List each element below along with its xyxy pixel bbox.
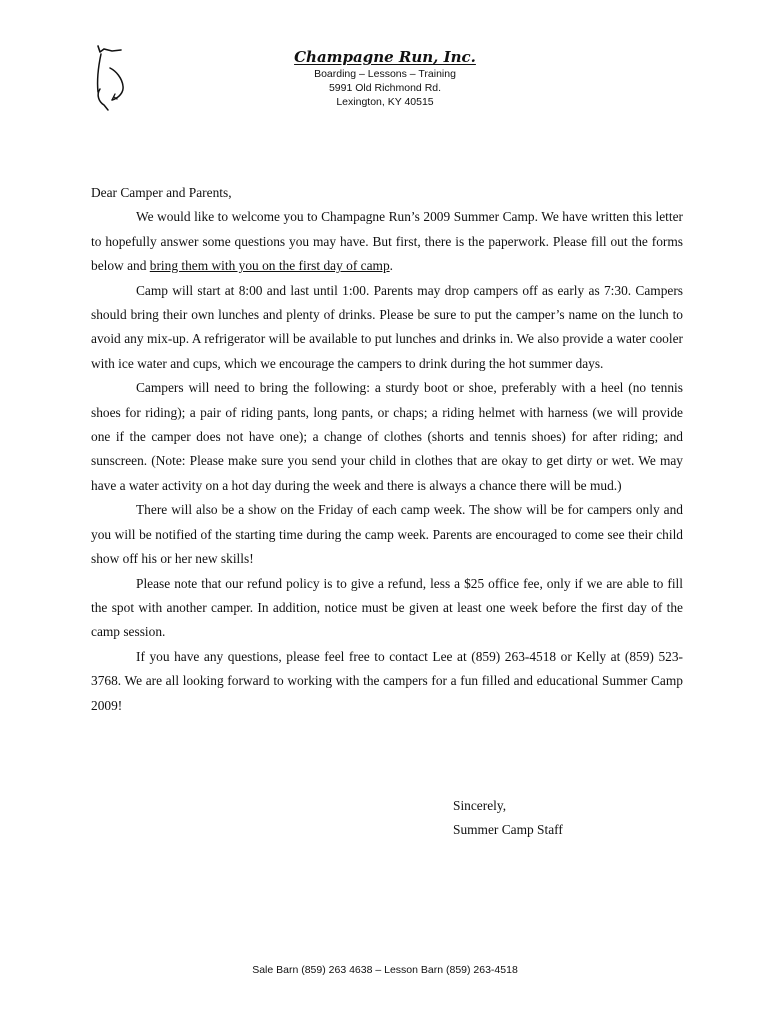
show-paragraph: There will also be a show on the Friday of each camp week. The show will be for campers only and you will be notified of the starting time during the camp week. Parents are encouraged to come see their child show off his or her new skills! <box>91 502 683 567</box>
refund-paragraph: Please note that our refund policy is to give a refund, less a $25 office fee, only if we are able to fill the spot with another camper. In addition, notice must be given at least one week before the first day of the camp session. <box>91 575 683 640</box>
services-line: Boarding – Lessons – Training <box>314 68 456 80</box>
letter-body <box>91 181 683 718</box>
company-name: Champagne Run, Inc. <box>294 48 476 66</box>
welcome-paragraph <box>91 205 683 278</box>
horse-head-icon <box>92 42 132 114</box>
supplies-paragraph: Campers will need to bring the following: a sturdy boot or shoe, preferably with a heel (no tennis shoes for riding); a pair of riding pants, long pants, or chaps; a riding helmet with harness (we will provide one if the camper does not have one); a change of clothes (shorts and tennis shoes) for after riding; and sunscreen. (Note: Please make sure you send your child in clothes that are okay to get dirty or wet. We may have a water activity on a hot day during the week and there is always a chance there will be mud.) <box>91 380 683 493</box>
schedule-paragraph: Camp will start at 8:00 and last until 1:00. Parents may drop campers off as early as 7:30. Campers should bring their own lunches and plenty of drinks. Please be sure to put the camper’s name on the lunch to avoid any mix-up. A refrigerator will be available to put lunches and drinks in. We also provide a water cooler with ice water and cups, which we encourage the campers to drink during the hot summer days. <box>91 282 683 371</box>
street-address: 5991 Old Richmond Rd. <box>328 82 442 94</box>
footer-contacts: Sale Barn (859) 263 4638 – Lesson Barn (859) 263-4518 <box>252 964 518 976</box>
city-state-zip: Lexington, KY 40515 <box>336 96 434 108</box>
welcome-text: We would like to welcome you to Champagne Run’s 2009 Summer Camp. We have written this letter to hopefully answer some questions you may have. But first, there is the paperwork. Please fill out the forms below and <box>91 209 683 274</box>
letterhead <box>250 47 520 109</box>
signature: Summer Camp Staff <box>453 822 563 838</box>
salutation: Dear Camper and Parents, <box>91 185 232 200</box>
closing-block <box>453 794 563 843</box>
bring-forms-emphasis: bring them with you on the first day of camp <box>149 258 390 274</box>
welcome-period: . <box>389 258 393 274</box>
contact-paragraph: If you have any questions, please feel free to contact Lee at (859) 263-4518 or Kelly at (859) 523-3768. We are all looking forward to working with the campers for a fun filled and educational Summer Camp 2009! <box>91 648 683 713</box>
closing: Sincerely, <box>453 798 507 813</box>
